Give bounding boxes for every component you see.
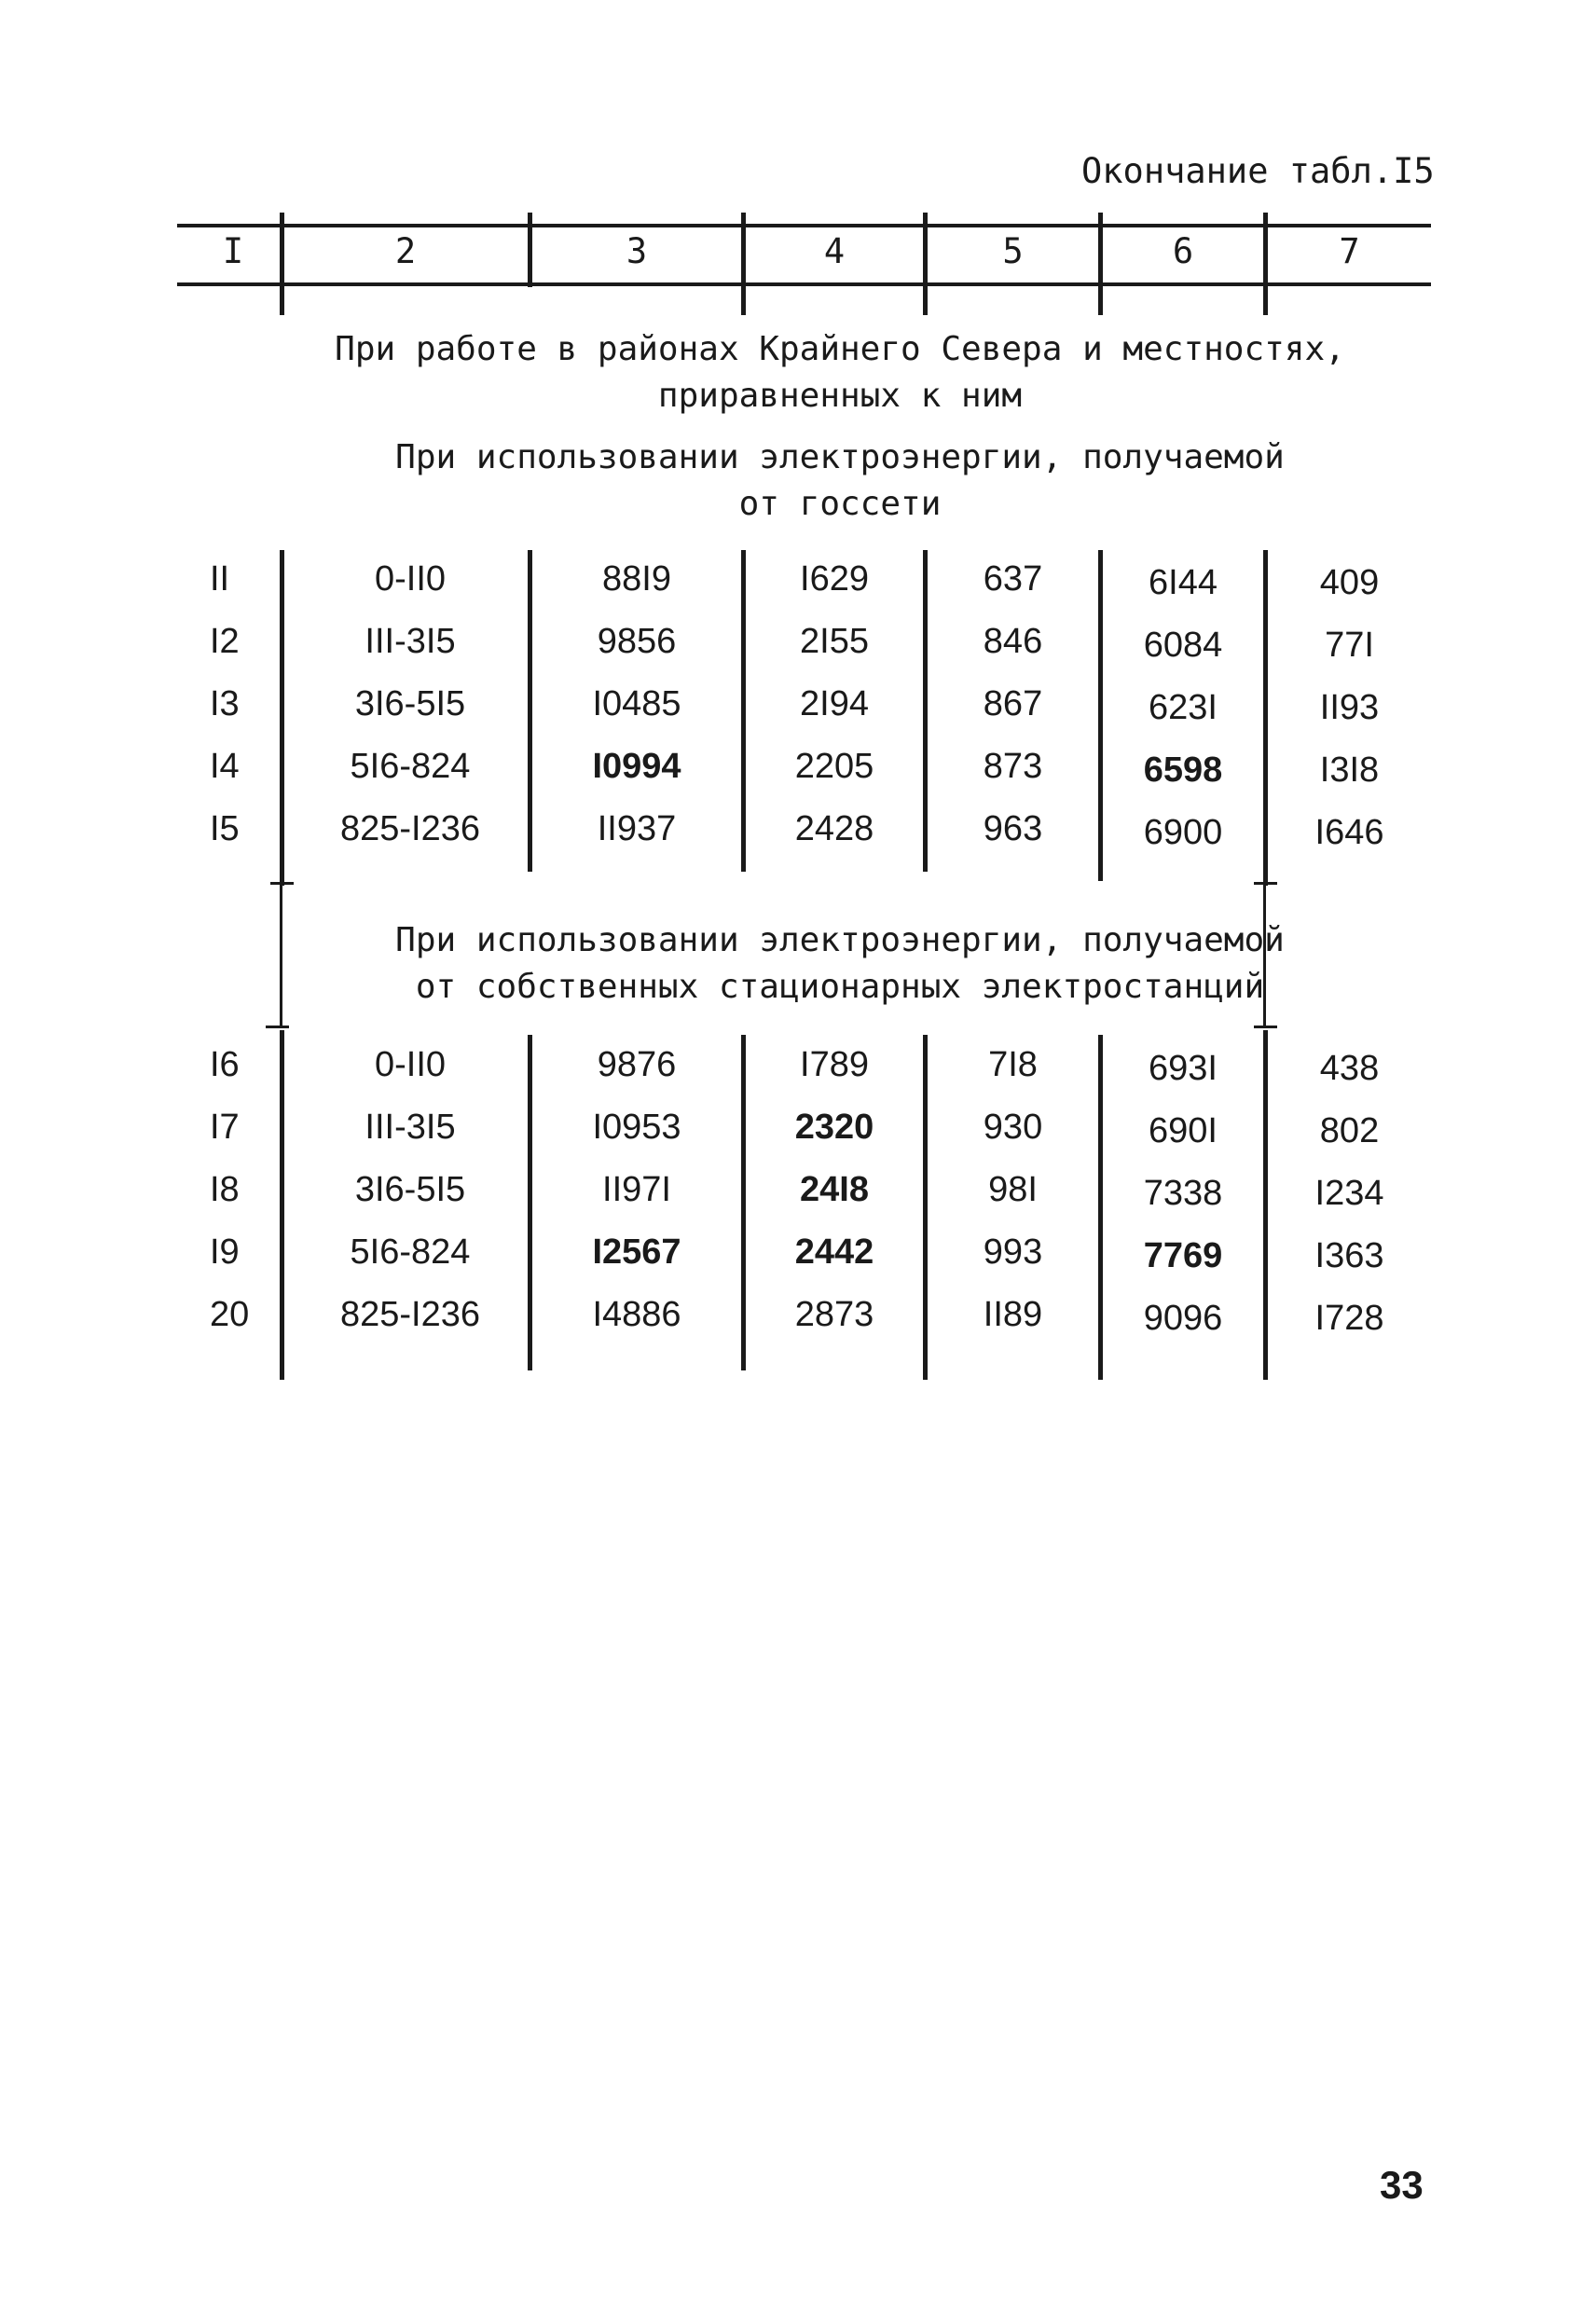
cell-power-range: 3I6-5I5 bbox=[354, 684, 466, 723]
cell-power-range: 0-II0 bbox=[374, 1045, 447, 1084]
tick-mark bbox=[266, 1026, 289, 1028]
cell-col3: II97I bbox=[602, 1170, 671, 1209]
header-col-1: I bbox=[222, 231, 244, 271]
cell-col7: I3I8 bbox=[1319, 750, 1380, 790]
cell-row-num: I9 bbox=[210, 1232, 240, 1272]
cell-row-num: 20 bbox=[210, 1295, 250, 1334]
subsection-1-title-line2: от госсети bbox=[738, 485, 942, 523]
cell-row-num: I8 bbox=[210, 1170, 240, 1209]
cell-col5: 7I8 bbox=[988, 1045, 1038, 1084]
subsection-2-title-line1: При использовании электроэнергии, получаемой bbox=[395, 921, 1285, 959]
header-top-rule bbox=[177, 224, 1431, 227]
cell-col3: I2567 bbox=[592, 1232, 681, 1272]
cell-power-range: 3I6-5I5 bbox=[354, 1170, 466, 1209]
cell-row-num: II bbox=[210, 559, 230, 599]
cell-power-range: 5I6-824 bbox=[350, 747, 471, 786]
cell-col5: 873 bbox=[983, 747, 1043, 786]
cell-row-num: I6 bbox=[210, 1045, 240, 1084]
cell-col3: 9856 bbox=[597, 622, 677, 661]
cell-power-range: 0-II0 bbox=[374, 559, 447, 599]
cell-col7: 802 bbox=[1319, 1111, 1380, 1150]
cell-row-num: I4 bbox=[210, 747, 240, 786]
cell-col5: 963 bbox=[983, 809, 1043, 848]
cell-row-num: I7 bbox=[210, 1108, 240, 1147]
cell-col7: I728 bbox=[1314, 1299, 1384, 1338]
header-bottom-rule bbox=[177, 282, 1431, 286]
cell-col3: I0994 bbox=[592, 747, 681, 786]
cell-row-num: I2 bbox=[210, 622, 240, 661]
cell-col7: II93 bbox=[1319, 688, 1380, 727]
cell-col5: 993 bbox=[983, 1232, 1043, 1272]
cell-power-range: III-3I5 bbox=[365, 1108, 456, 1147]
cell-col5: 930 bbox=[983, 1108, 1043, 1147]
cell-col4: 2I55 bbox=[800, 622, 869, 661]
cell-col4: 2873 bbox=[794, 1295, 874, 1334]
cell-col4: 2442 bbox=[794, 1232, 874, 1272]
header-col-3: 3 bbox=[626, 231, 648, 271]
cell-power-range: 825-I236 bbox=[339, 1295, 480, 1334]
cell-col3: II937 bbox=[597, 809, 677, 848]
cell-col6: 9096 bbox=[1143, 1299, 1223, 1338]
cell-col6: 623I bbox=[1149, 688, 1218, 727]
cell-col5: 98I bbox=[988, 1170, 1038, 1209]
cell-col7: I234 bbox=[1314, 1174, 1384, 1213]
cell-col5: 867 bbox=[983, 684, 1043, 723]
cell-col5: II89 bbox=[983, 1295, 1043, 1334]
header-col-4: 4 bbox=[823, 231, 846, 271]
tick-mark bbox=[270, 882, 294, 885]
subsection-2-title-line2: от собственных стационарных электростанций bbox=[415, 968, 1265, 1006]
cell-col6: 6084 bbox=[1143, 626, 1223, 665]
table-caption: Окончание табл.I5 bbox=[1081, 151, 1435, 191]
header-col-7: 7 bbox=[1339, 231, 1360, 271]
cell-col4: I629 bbox=[800, 559, 869, 599]
page-number: 33 bbox=[1380, 2163, 1424, 2207]
cell-col7: I646 bbox=[1314, 813, 1384, 852]
cell-col7: 438 bbox=[1319, 1049, 1380, 1088]
cell-col6: 693I bbox=[1149, 1049, 1218, 1088]
cell-col3: I0485 bbox=[592, 684, 681, 723]
cell-col7: I363 bbox=[1314, 1236, 1384, 1275]
header-col-5: 5 bbox=[1002, 231, 1024, 271]
cell-col3: 9876 bbox=[597, 1045, 677, 1084]
cell-col3: 88I9 bbox=[602, 559, 671, 599]
cell-col6: 6598 bbox=[1143, 750, 1223, 790]
cell-power-range: 5I6-824 bbox=[350, 1232, 471, 1272]
cell-col4: 2428 bbox=[794, 809, 874, 848]
cell-col5: 846 bbox=[983, 622, 1043, 661]
tick-mark bbox=[1254, 882, 1277, 885]
cell-col4: 24I8 bbox=[800, 1170, 869, 1209]
section-title-line1: При работе в районах Крайнего Севера и местностях, bbox=[335, 330, 1345, 368]
cell-col7: 77I bbox=[1325, 626, 1374, 665]
cell-col6: 6900 bbox=[1143, 813, 1223, 852]
section-title-line2: приравненных к ним bbox=[657, 377, 1023, 415]
cell-col6: 6I44 bbox=[1149, 563, 1218, 602]
cell-col5: 637 bbox=[983, 559, 1043, 599]
cell-row-num: I5 bbox=[210, 809, 240, 848]
cell-power-range: 825-I236 bbox=[339, 809, 480, 848]
tick-mark bbox=[1254, 1026, 1277, 1028]
cell-col3: I4886 bbox=[592, 1295, 681, 1334]
cell-col3: I0953 bbox=[592, 1108, 681, 1147]
cell-col4: 2205 bbox=[794, 747, 874, 786]
subsection-1-title-line1: При использовании электроэнергии, получаемой bbox=[395, 438, 1285, 476]
header-col-2: 2 bbox=[394, 231, 417, 271]
cell-col6: 690I bbox=[1149, 1111, 1218, 1150]
cell-col6: 7338 bbox=[1143, 1174, 1223, 1213]
cell-col4: 2320 bbox=[794, 1108, 874, 1147]
header-col-6: 6 bbox=[1172, 231, 1194, 271]
cell-col4: I789 bbox=[800, 1045, 869, 1084]
cell-col7: 409 bbox=[1319, 563, 1380, 602]
cell-col4: 2I94 bbox=[800, 684, 869, 723]
cell-row-num: I3 bbox=[210, 684, 240, 723]
cell-col6: 7769 bbox=[1143, 1236, 1223, 1275]
cell-power-range: III-3I5 bbox=[365, 622, 456, 661]
